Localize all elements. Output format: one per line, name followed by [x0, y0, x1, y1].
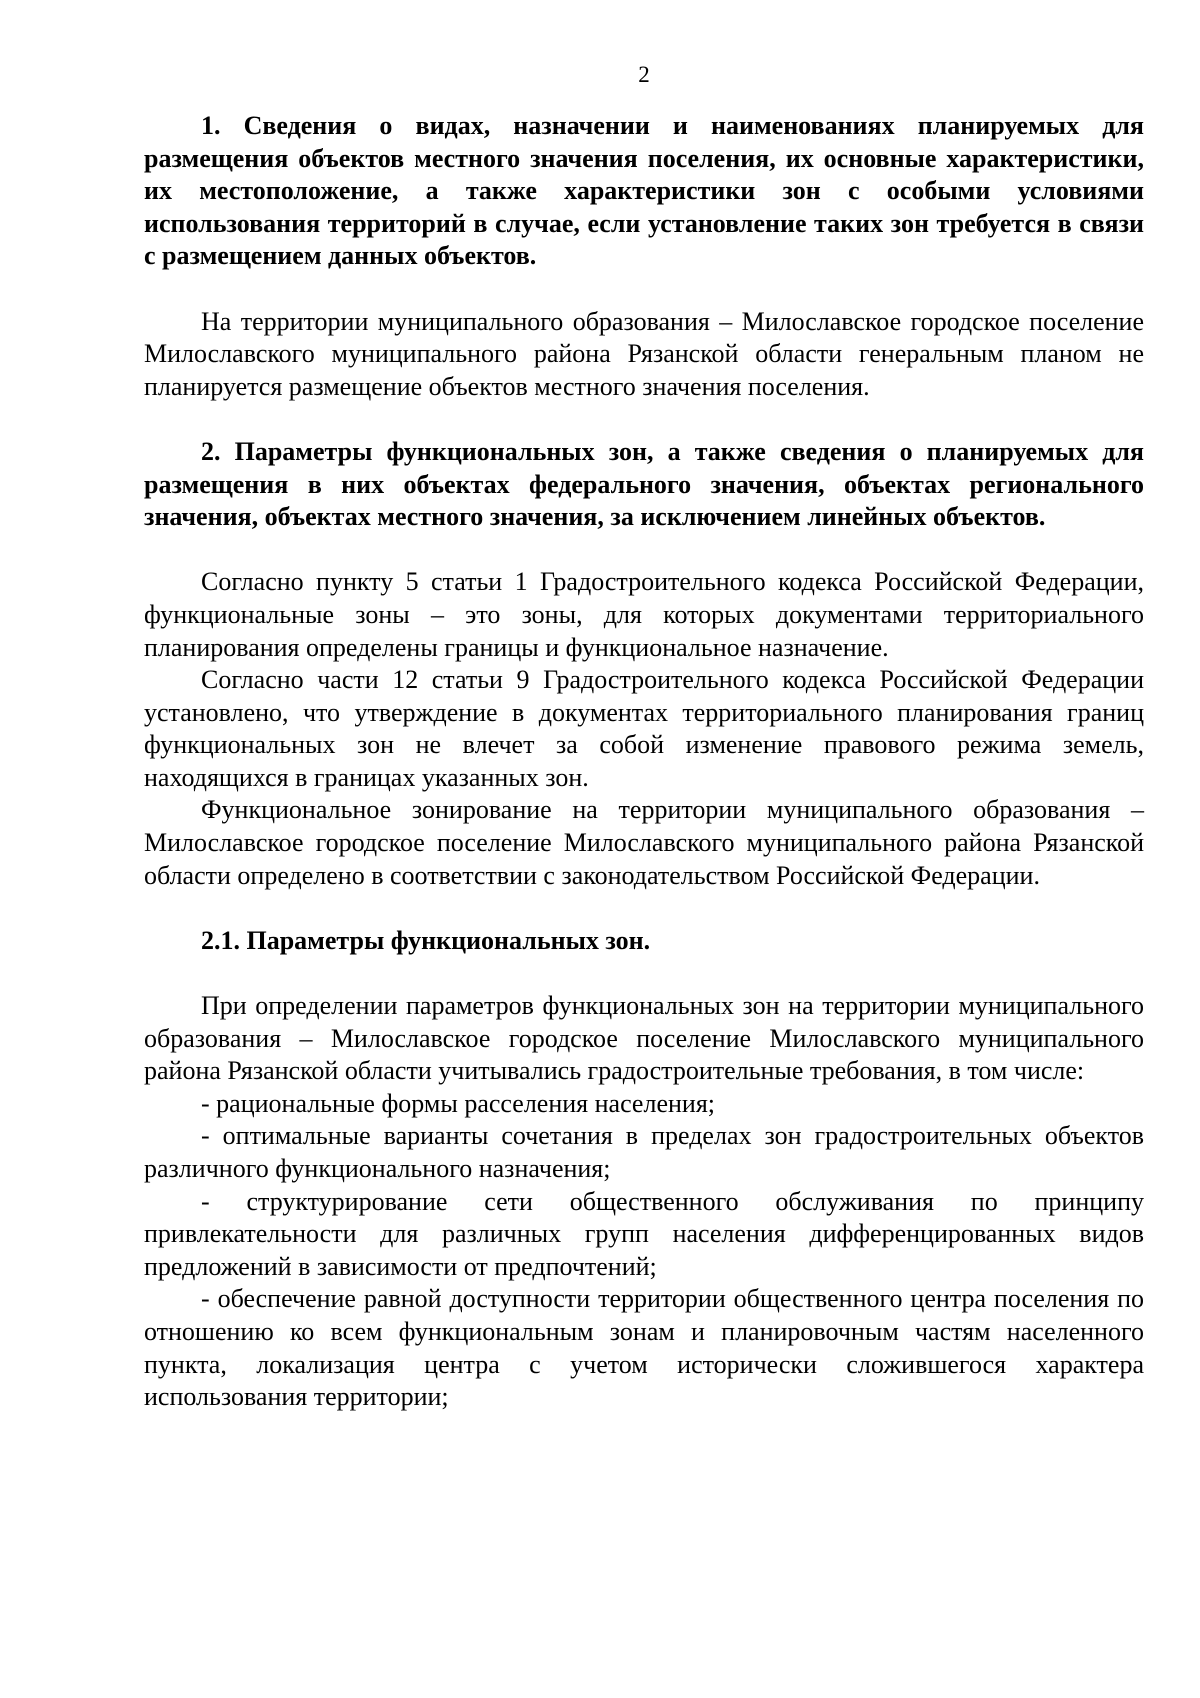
list-item-2: - оптимальные варианты сочетания в пределах зон градостроительных объектов различного функционального назначения;: [144, 1121, 1144, 1183]
spacer: [144, 273, 1144, 306]
section-2-1-intro: При определении параметров функциональных зон на территории муниципального образования – Милославское городское поселение Милославского муниципального района Рязанской области учитывались градостроительные требования, в том числе:: [144, 991, 1144, 1086]
section-1-paragraph: На территории муниципального образования – Милославское городское поселение Милославского муниципального района Рязанской области генеральным планом не планируется размещение объектов местного значения поселения.: [144, 306, 1144, 401]
section-2-heading: 2. Параметры функциональных зон, а также сведения о планируемых для размещения в них объектах федерального значения, объектах регионального значения, объектах местного значения, за исключением линейных объектов.: [144, 436, 1144, 532]
list-item-4: - обеспечение равной доступности территории общественного центра поселения по отношению ко всем функциональным зонам и планировочным частям населенного пункта, локализация центра с учетом исторически сложившегося характера использования территории;: [144, 1284, 1144, 1412]
list-item-3: - структурирование сети общественного обслуживания по принципу привлекательности для различных групп населения дифференцированных видов предложений в зависимости от предпочтений;: [144, 1186, 1144, 1281]
spacer: [144, 892, 1144, 925]
section-2-paragraph-3: Функциональное зонирование на территории муниципального образования – Милославское городское поселение Милославского муниципального района Рязанской области определено в соответствии с законодательством Российской Федерации.: [144, 795, 1144, 890]
page-number: 2: [638, 62, 650, 87]
list-item-1: - рациональные формы расселения населения;: [201, 1088, 715, 1118]
document-page: [144, 60, 1144, 1414]
spacer: [144, 534, 1144, 567]
section-1-heading: 1. Сведения о видах, назначении и наименованиях планируемых для размещения объектов местного значения поселения, их основные характеристики, их местоположение, а также характеристики зон с особыми условиями использования территорий в случае, если установление таких зон требуется в связи с размещением данных объектов.: [144, 111, 1144, 271]
section-2-paragraph-1: Согласно пункту 5 статьи 1 Градостроительного кодекса Российской Федерации, функциональные зоны – это зоны, для которых документами территориального планирования определены границы и функциональное назначение.: [144, 567, 1144, 662]
spacer: [144, 403, 1144, 436]
spacer: [144, 957, 1144, 990]
section-2-1-heading: 2.1. Параметры функциональных зон.: [201, 925, 651, 955]
section-2-paragraph-2: Согласно части 12 статьи 9 Градостроительного кодекса Российской Федерации установлено, что утверждение в документах территориального планирования границ функциональных зон не влечет за собой изменение правового режима земель, находящихся в границах указанных зон.: [144, 665, 1144, 792]
